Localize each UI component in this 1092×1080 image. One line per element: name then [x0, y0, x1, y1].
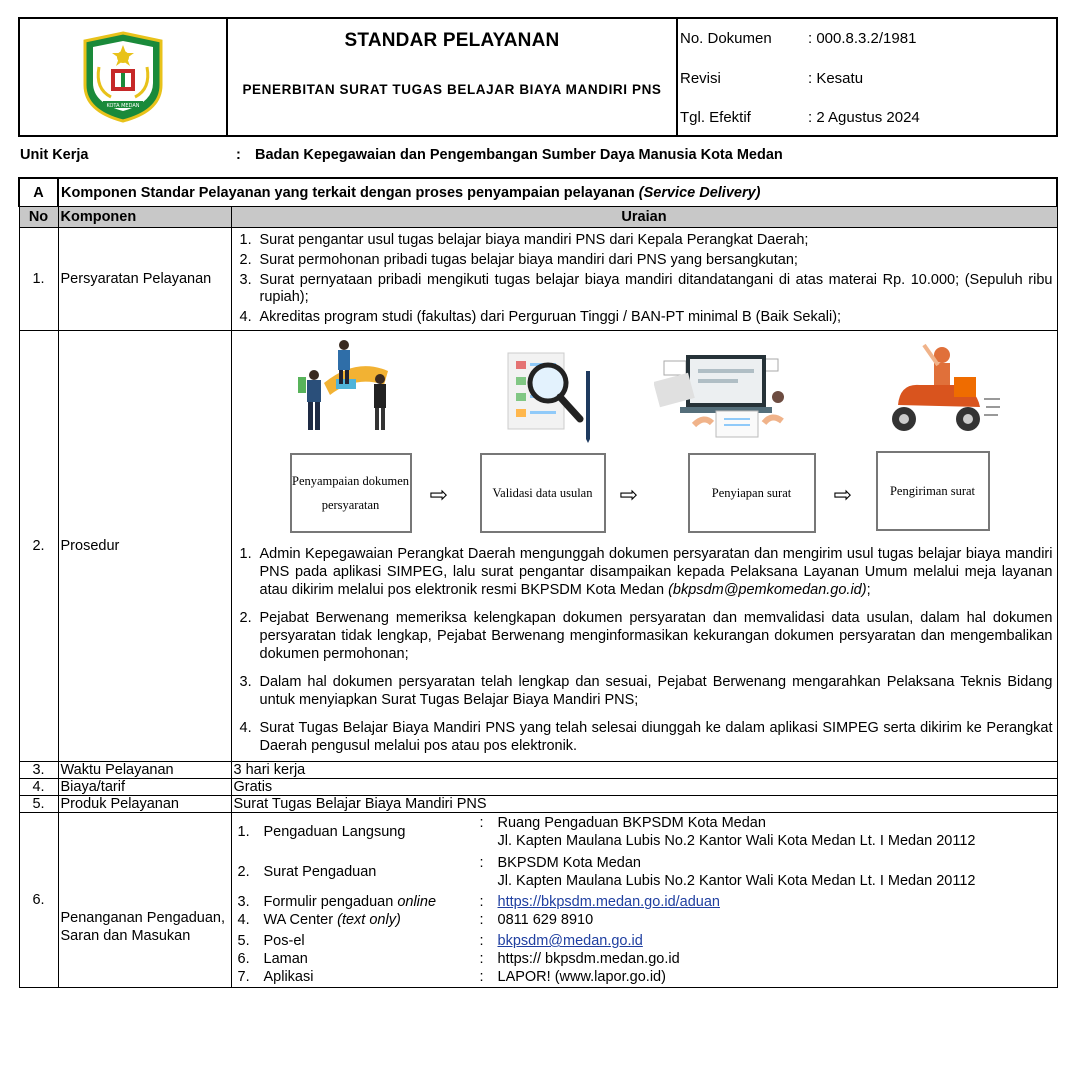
list-item: 2. Surat permohonan pribadi tugas belajar biaya mandiri dari PNS yang bersangkutan; [239, 252, 798, 268]
section-letter: A [19, 178, 58, 207]
meta-row-document-number [680, 30, 1056, 50]
meta-row-revision [680, 70, 1056, 90]
kota-medan-logo [81, 31, 165, 123]
row-component: Prosedur [58, 331, 231, 762]
email-link[interactable]: bkpsdm@medan.go.id [497, 933, 643, 949]
complaint-form-link[interactable]: https://bkpsdm.medan.go.id/aduan [497, 894, 720, 910]
flow-step-penyampaian: Penyampaian dokumen persyaratan [290, 453, 412, 533]
table-row-produk [19, 796, 1057, 813]
document-meta [678, 19, 1056, 135]
row-description [231, 813, 1057, 988]
flow-arrow: ⇨ [619, 482, 638, 507]
row-number: 3. [19, 762, 58, 779]
complaint-channels [234, 814, 1055, 986]
document-header [18, 17, 1058, 137]
list-item: 3. Dalam hal dokumen persyaratan telah lengkap dan sesuai, Pejabat Berwenang mengarahkan Pelaksana Teknis Bidang untuk menyiapkan Surat Tugas Belajar Biaya Mandiri PNS; [239, 674, 1053, 708]
table-row-waktu [19, 762, 1057, 779]
row-component: Biaya/tarif [58, 779, 231, 796]
list-item: 1. Surat pengantar usul tugas belajar biaya mandiri PNS dari Kepala Perangkat Daerah; [239, 232, 809, 248]
table-row-biaya [19, 779, 1057, 796]
column-header-uraian: Uraian [231, 207, 1057, 228]
row-description [231, 331, 1057, 762]
column-header-no: No [19, 207, 58, 228]
unit-label: Unit Kerja [20, 147, 89, 163]
svg-text:KOTA MEDAN: KOTA MEDAN [106, 103, 140, 109]
table-row-pengaduan [19, 813, 1057, 988]
list-item: 2. Pejabat Berwenang memeriksa kelengkapan dokumen persyaratan dan memvalidasi data usulan, dalam hal dokumen persyaratan tidak lengkap, Pejabat Berwenang menginformasikan kekurangan dokumen persyaratan dan mengembalikan dokumen permohonan; [239, 610, 1053, 662]
flow-arrow: ⇨ [429, 482, 448, 507]
meta-label: Tgl. Efektif [680, 109, 751, 126]
meta-label: No. Dokumen [680, 30, 772, 47]
flow-step-validasi: Validasi data usulan [480, 453, 606, 533]
meta-value: : 2 Agustus 2024 [808, 109, 920, 126]
row-description: Surat Tugas Belajar Biaya Mandiri PNS [231, 796, 1057, 813]
section-title-italic: (Service Delivery) [638, 184, 761, 201]
list-item: 3. Surat pernyataan pribadi mengikuti tugas belajar biaya mandiri ditandatangani di atas materai Rp. 10.000; (Sepuluh ribu rupiah); [239, 272, 1053, 305]
meta-row-effective-date [680, 109, 1056, 129]
meta-value: : Kesatu [808, 70, 864, 87]
row-description: 3 hari kerja [231, 762, 1057, 779]
requirements-list [234, 232, 1053, 326]
people-at-desk-illustration [296, 339, 406, 435]
channel-item: 4. WA Center (text only) : 0811 629 8910 [237, 912, 594, 928]
row-number: 1. [19, 228, 58, 331]
row-component: Waktu Pelayanan [58, 762, 231, 779]
section-a-row [19, 178, 1057, 207]
table-row-prosedur [19, 331, 1057, 762]
section-title [58, 178, 1057, 207]
column-header-row [19, 207, 1057, 228]
page-title: STANDAR PELAYANAN [344, 30, 560, 51]
row-number: 2. [19, 331, 58, 762]
channel-item: 1. Pengaduan Langsung : Ruang Pengaduan BKPSDM Kota Medan Jl. Kapten Maulana Lubis No.2 Kantor Wali Kota Medan Lt. I Medan 20112 [237, 815, 976, 849]
list-item: 1. Admin Kepegawaian Perangkat Daerah mengunggah dokumen persyaratan dan mengirim usul tugas belajar biaya mandiri PNS pada aplikasi SIMPEG, lalu surat pengantar disampaikan kepada Pelaksana Layanan Umum melalui meja layanan atau dikirim melalui pos elektronik resmi BKPSDM Kota Medan (bkpsdm@pemkomedan.go.id); [239, 546, 1053, 598]
row-description: Gratis [231, 779, 1057, 796]
list-item: 4. Akreditas program studi (fakultas) dari Perguruan Tinggi / BAN-PT minimal B (Baik Sekali); [239, 309, 842, 325]
laptop-illustration [654, 353, 792, 439]
flow-arrow: ⇨ [833, 482, 852, 507]
channel-item: 7. Aplikasi : LAPOR! (www.lapor.go.id) [237, 969, 666, 985]
document-magnifier-illustration [504, 347, 596, 443]
row-number: 4. [19, 779, 58, 796]
unit-colon: : [236, 147, 241, 163]
channel-item: 3. Formulir pengaduan online : https://bkpsdm.medan.go.id/aduan [237, 894, 720, 910]
row-component: Persyaratan Pelayanan [58, 228, 231, 331]
list-item: 4. Surat Tugas Belajar Biaya Mandiri PNS yang telah selesai diunggah ke dalam aplikasi SIMPEG serta dikirim ke Perangkat Daerah pengusul melalui pos atau pos elektronik. [239, 720, 1053, 754]
procedure-flow-diagram [234, 331, 1053, 539]
column-header-komponen: Komponen [58, 207, 231, 228]
row-number: 5. [19, 796, 58, 813]
flow-step-pengiriman: Pengiriman surat [876, 451, 990, 531]
unit-value: Badan Kepegawaian dan Pengembangan Sumber Daya Manusia Kota Medan [255, 147, 783, 163]
delivery-scooter-illustration [880, 341, 1002, 441]
page-subtitle: PENERBITAN SURAT TUGAS BELAJAR BIAYA MANDIRI PNS [242, 82, 662, 97]
logo-cell [20, 19, 228, 135]
row-description [231, 228, 1057, 331]
channel-item: 2. Surat Pengaduan : BKPSDM Kota Medan Jl. Kapten Maulana Lubis No.2 Kantor Wali Kota Medan Lt. I Medan 20112 [237, 855, 976, 889]
channel-item: 6. Laman : https:// bkpsdm.medan.go.id [237, 951, 680, 967]
table-row-persyaratan [19, 228, 1057, 331]
title-cell [228, 19, 678, 135]
service-standard-table [18, 177, 1058, 988]
channel-item: 5. Pos-el : bkpsdm@medan.go.id [237, 933, 643, 949]
row-number: 6. [19, 813, 58, 988]
procedure-steps-list [234, 545, 1053, 755]
row-component: Produk Pelayanan [58, 796, 231, 813]
meta-value: : 000.8.3.2/1981 [808, 30, 917, 47]
flow-step-penyiapan: Penyiapan surat [688, 453, 816, 533]
section-title-text: Komponen Standar Pelayanan yang terkait dengan proses penyampaian pelayanan [61, 184, 635, 201]
meta-label: Revisi [680, 70, 721, 87]
row-component: Penanganan Pengaduan, Saran dan Masukan [58, 813, 231, 988]
unit-kerja-line [20, 147, 1060, 167]
